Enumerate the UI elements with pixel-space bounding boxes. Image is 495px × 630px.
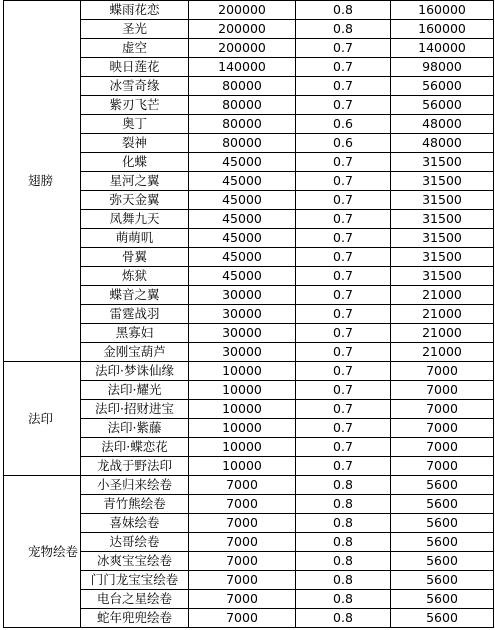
original-price-cell: 7000 (189, 495, 296, 514)
final-price-cell: 31500 (391, 210, 494, 229)
discount-cell: 0.7 (296, 324, 391, 343)
item-name-cell: 门门龙宝宝绘卷 (81, 571, 189, 590)
item-name-cell: 化蝶 (81, 153, 189, 172)
original-price-cell: 45000 (189, 172, 296, 191)
original-price-cell: 7000 (189, 533, 296, 552)
original-price-cell: 10000 (189, 362, 296, 381)
item-name-cell: 电台之星绘卷 (81, 590, 189, 609)
discount-cell: 0.7 (296, 267, 391, 286)
discount-cell: 0.7 (296, 210, 391, 229)
discount-cell: 0.8 (296, 552, 391, 571)
final-price-cell: 5600 (391, 590, 494, 609)
original-price-cell: 10000 (189, 400, 296, 419)
final-price-cell: 7000 (391, 362, 494, 381)
discount-cell: 0.7 (296, 191, 391, 210)
price-table-body (4, 1, 494, 628)
discount-cell: 0.7 (296, 153, 391, 172)
final-price-cell: 5600 (391, 533, 494, 552)
final-price-cell: 31500 (391, 267, 494, 286)
original-price-cell: 45000 (189, 191, 296, 210)
original-price-cell: 10000 (189, 419, 296, 438)
original-price-cell: 10000 (189, 381, 296, 400)
discount-cell: 0.8 (296, 609, 391, 628)
discount-cell: 0.7 (296, 229, 391, 248)
discount-cell: 0.7 (296, 77, 391, 96)
discount-cell: 0.7 (296, 172, 391, 191)
final-price-cell: 140000 (391, 39, 494, 58)
category-cell: 法印 (4, 362, 81, 476)
item-name-cell: 达哥绘卷 (81, 533, 189, 552)
discount-cell: 0.7 (296, 96, 391, 115)
original-price-cell: 7000 (189, 514, 296, 533)
final-price-cell: 56000 (391, 77, 494, 96)
final-price-cell: 48000 (391, 134, 494, 153)
original-price-cell: 7000 (189, 476, 296, 495)
final-price-cell: 7000 (391, 438, 494, 457)
original-price-cell: 10000 (189, 457, 296, 476)
discount-cell: 0.7 (296, 39, 391, 58)
original-price-cell: 45000 (189, 153, 296, 172)
item-name-cell: 映日莲花 (81, 58, 189, 77)
final-price-cell: 21000 (391, 286, 494, 305)
item-name-cell: 虚空 (81, 39, 189, 58)
final-price-cell: 5600 (391, 476, 494, 495)
discount-cell: 0.7 (296, 457, 391, 476)
table-row (4, 362, 494, 381)
original-price-cell: 80000 (189, 115, 296, 134)
item-name-cell: 法印·蝶恋花 (81, 438, 189, 457)
item-name-cell: 圣光 (81, 20, 189, 39)
item-name-cell: 裂神 (81, 134, 189, 153)
item-name-cell: 法印·招财进宝 (81, 400, 189, 419)
original-price-cell: 80000 (189, 77, 296, 96)
discount-cell: 0.8 (296, 20, 391, 39)
final-price-cell: 56000 (391, 96, 494, 115)
discount-cell: 0.7 (296, 58, 391, 77)
original-price-cell: 80000 (189, 96, 296, 115)
item-name-cell: 炼狱 (81, 267, 189, 286)
discount-cell: 0.7 (296, 343, 391, 362)
item-name-cell: 蛇年兜兜绘卷 (81, 609, 189, 628)
original-price-cell: 7000 (189, 609, 296, 628)
item-name-cell: 龙战于野法印 (81, 457, 189, 476)
final-price-cell: 31500 (391, 153, 494, 172)
item-name-cell: 萌萌叽 (81, 229, 189, 248)
item-name-cell: 青竹熊绘卷 (81, 495, 189, 514)
final-price-cell: 21000 (391, 324, 494, 343)
discount-cell: 0.8 (296, 590, 391, 609)
original-price-cell: 7000 (189, 552, 296, 571)
final-price-cell: 31500 (391, 172, 494, 191)
discount-cell: 0.8 (296, 476, 391, 495)
original-price-cell: 80000 (189, 134, 296, 153)
discount-cell: 0.8 (296, 495, 391, 514)
original-price-cell: 140000 (189, 58, 296, 77)
discount-cell: 0.8 (296, 1, 391, 20)
discount-cell: 0.7 (296, 438, 391, 457)
table-row (4, 1, 494, 20)
discount-cell: 0.8 (296, 571, 391, 590)
item-name-cell: 金刚宝葫芦 (81, 343, 189, 362)
item-name-cell: 小圣归来绘卷 (81, 476, 189, 495)
original-price-cell: 30000 (189, 305, 296, 324)
item-name-cell: 紫刃飞芒 (81, 96, 189, 115)
item-name-cell: 黑寡妇 (81, 324, 189, 343)
final-price-cell: 31500 (391, 191, 494, 210)
item-name-cell: 法印·耀光 (81, 381, 189, 400)
item-name-cell: 冰爽宝宝绘卷 (81, 552, 189, 571)
discount-cell: 0.7 (296, 381, 391, 400)
final-price-cell: 48000 (391, 115, 494, 134)
discount-cell: 0.6 (296, 134, 391, 153)
discount-cell: 0.8 (296, 533, 391, 552)
category-cell: 宠物绘卷 (4, 476, 81, 628)
item-name-cell: 雷霆战羽 (81, 305, 189, 324)
discount-cell: 0.7 (296, 248, 391, 267)
original-price-cell: 45000 (189, 267, 296, 286)
final-price-cell: 31500 (391, 229, 494, 248)
final-price-cell: 5600 (391, 495, 494, 514)
discount-cell: 0.6 (296, 115, 391, 134)
final-price-cell: 31500 (391, 248, 494, 267)
final-price-cell: 21000 (391, 305, 494, 324)
item-name-cell: 蝶雨花恋 (81, 1, 189, 20)
final-price-cell: 7000 (391, 457, 494, 476)
discount-cell: 0.7 (296, 362, 391, 381)
final-price-cell: 5600 (391, 514, 494, 533)
final-price-cell: 5600 (391, 571, 494, 590)
table-row (4, 476, 494, 495)
final-price-cell: 7000 (391, 400, 494, 419)
final-price-cell: 21000 (391, 343, 494, 362)
final-price-cell: 5600 (391, 609, 494, 628)
item-name-cell: 法印·梦诛仙缘 (81, 362, 189, 381)
original-price-cell: 30000 (189, 286, 296, 305)
item-name-cell: 奥丁 (81, 115, 189, 134)
final-price-cell: 7000 (391, 381, 494, 400)
price-table (3, 0, 494, 628)
discount-cell: 0.7 (296, 305, 391, 324)
item-name-cell: 法印·紫藤 (81, 419, 189, 438)
original-price-cell: 200000 (189, 39, 296, 58)
discount-cell: 0.7 (296, 419, 391, 438)
final-price-cell: 160000 (391, 20, 494, 39)
original-price-cell: 200000 (189, 1, 296, 20)
item-name-cell: 喜妹绘卷 (81, 514, 189, 533)
original-price-cell: 30000 (189, 343, 296, 362)
final-price-cell: 5600 (391, 552, 494, 571)
original-price-cell: 200000 (189, 20, 296, 39)
original-price-cell: 10000 (189, 438, 296, 457)
discount-cell: 0.8 (296, 514, 391, 533)
item-name-cell: 蝶音之翼 (81, 286, 189, 305)
item-name-cell: 冰雪奇缘 (81, 77, 189, 96)
discount-cell: 0.7 (296, 400, 391, 419)
final-price-cell: 98000 (391, 58, 494, 77)
final-price-cell: 160000 (391, 1, 494, 20)
discount-cell: 0.7 (296, 286, 391, 305)
original-price-cell: 7000 (189, 571, 296, 590)
original-price-cell: 45000 (189, 229, 296, 248)
original-price-cell: 7000 (189, 590, 296, 609)
item-name-cell: 凤舞九天 (81, 210, 189, 229)
category-cell: 翅膀 (4, 1, 81, 362)
item-name-cell: 骨翼 (81, 248, 189, 267)
original-price-cell: 45000 (189, 248, 296, 267)
item-name-cell: 星河之翼 (81, 172, 189, 191)
item-name-cell: 弥天金翼 (81, 191, 189, 210)
final-price-cell: 7000 (391, 419, 494, 438)
original-price-cell: 45000 (189, 210, 296, 229)
original-price-cell: 30000 (189, 324, 296, 343)
